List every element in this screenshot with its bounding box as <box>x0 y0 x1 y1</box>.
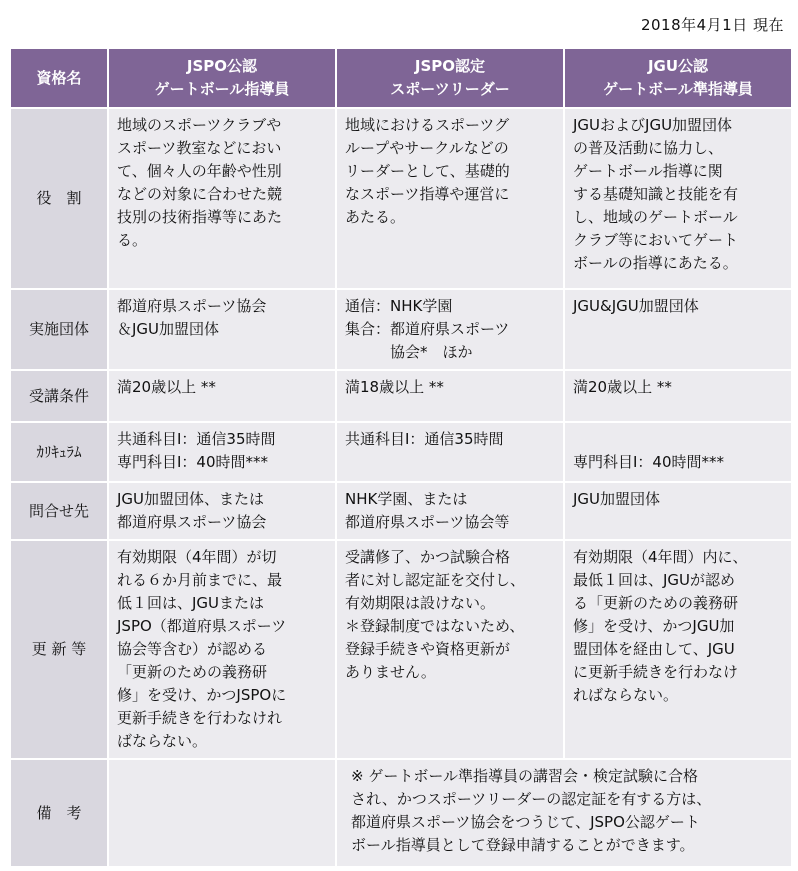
header-row <box>10 48 792 108</box>
requirements-col3: 満20歳以上 ** <box>564 370 792 422</box>
requirements-col1: 満20歳以上 ** <box>108 370 336 422</box>
contact-col3: JGU加盟団体 <box>564 482 792 540</box>
renewal-col1: 有効期限（4年間）が切 れる６か月前までに、最 低１回は、JGUまたは JSPO（都道府県スポーツ 協会等含む）が認める 「更新のための義務研 修」を受け、かつJSPOに 更新手続きを行わなけれ ばならない。 <box>108 540 336 759</box>
organizer-col1: 都道府県スポーツ協会 ＆JGU加盟団体 <box>108 289 336 370</box>
row-label-notes: 備 考 <box>10 759 108 867</box>
curriculum-col2: 共通科目Ⅰ：通信35時間 <box>336 422 564 482</box>
row-organizer <box>10 289 792 370</box>
header-jspo-gateball-instructor <box>108 48 336 108</box>
row-label-organizer: 実施団体 <box>10 289 108 370</box>
row-curriculum <box>10 422 792 482</box>
curriculum-col3: 専門科目Ⅰ：40時間*** <box>564 422 792 482</box>
role-col1: 地域のスポーツクラブや スポーツ教室などにおい て、個々人の年齢や性別 などの対象に合わせた競 技別の技術指導等にあた る。 <box>108 108 336 289</box>
row-notes <box>10 759 792 867</box>
header-col1-line1: JSPO公認 <box>186 57 258 75</box>
renewal-col2: 受講修了、かつ試験合格 者に対し認定証を交付し、 有効期限は設けない。 ＊登録制度ではないため、 登録手続きや資格更新が ありません。 <box>336 540 564 759</box>
qualification-table <box>9 47 793 868</box>
notes-col23: ※ ゲートボール準指導員の講習会・検定試験に合格 され、かつスポーツリーダーの認定証を有する方は、 都道府県スポーツ協会をつうじて、JSPO公認ゲート ボール指導員として登録申請することができます。 <box>336 759 792 867</box>
header-col2-line2: スポーツリーダー <box>390 80 510 98</box>
organizer-col3: JGU&JGU加盟団体 <box>564 289 792 370</box>
renewal-col3: 有効期限（4年間）内に、 最低１回は、JGUが認め る「更新のための義務研 修」を受け、かつJGU加 盟団体を経由して、JGU に更新手続きを行わなけ ればならない。 <box>564 540 792 759</box>
organizer-col2: 通信：NHK学園 集合：都道府県スポーツ 協会* ほか <box>336 289 564 370</box>
requirements-col2: 満18歳以上 ** <box>336 370 564 422</box>
contact-col2: NHK学園、または 都道府県スポーツ協会等 <box>336 482 564 540</box>
header-col2-line1: JSPO認定 <box>414 57 486 75</box>
header-jspo-sports-leader <box>336 48 564 108</box>
contact-col1: JGU加盟団体、または 都道府県スポーツ協会 <box>108 482 336 540</box>
header-col1-line2: ゲートボール指導員 <box>154 80 290 98</box>
curriculum-col1: 共通科目Ⅰ：通信35時間 専門科目Ⅰ：40時間*** <box>108 422 336 482</box>
row-label-role: 役 割 <box>10 108 108 289</box>
header-col3-line1: JGU公認 <box>647 57 709 75</box>
row-label-requirements: 受講条件 <box>10 370 108 422</box>
header-jgu-assistant-instructor <box>564 48 792 108</box>
role-col3: JGUおよびJGU加盟団体 の普及活動に協力し、 ゲートボール指導に関 する基礎知識と技能を有 し、地域のゲートボール クラブ等においてゲート ボールの指導にあたる。 <box>564 108 792 289</box>
row-label-contact: 問合せ先 <box>10 482 108 540</box>
as-of-date: 2018年4月1日 現在 <box>640 16 784 34</box>
row-label-curriculum: ｶﾘｷｭﾗﾑ <box>10 422 108 482</box>
role-col2: 地域におけるスポーツグ ループやサークルなどの リーダーとして、基礎的 なスポーツ指導や運営に あたる。 <box>336 108 564 289</box>
row-requirements <box>10 370 792 422</box>
row-label-renewal: 更 新 等 <box>10 540 108 759</box>
header-col3-line2: ゲートボール準指導員 <box>603 80 753 98</box>
header-qualification-name: 資格名 <box>10 48 108 108</box>
row-role <box>10 108 792 289</box>
row-renewal <box>10 540 792 759</box>
row-contact <box>10 482 792 540</box>
notes-col1 <box>108 759 336 867</box>
